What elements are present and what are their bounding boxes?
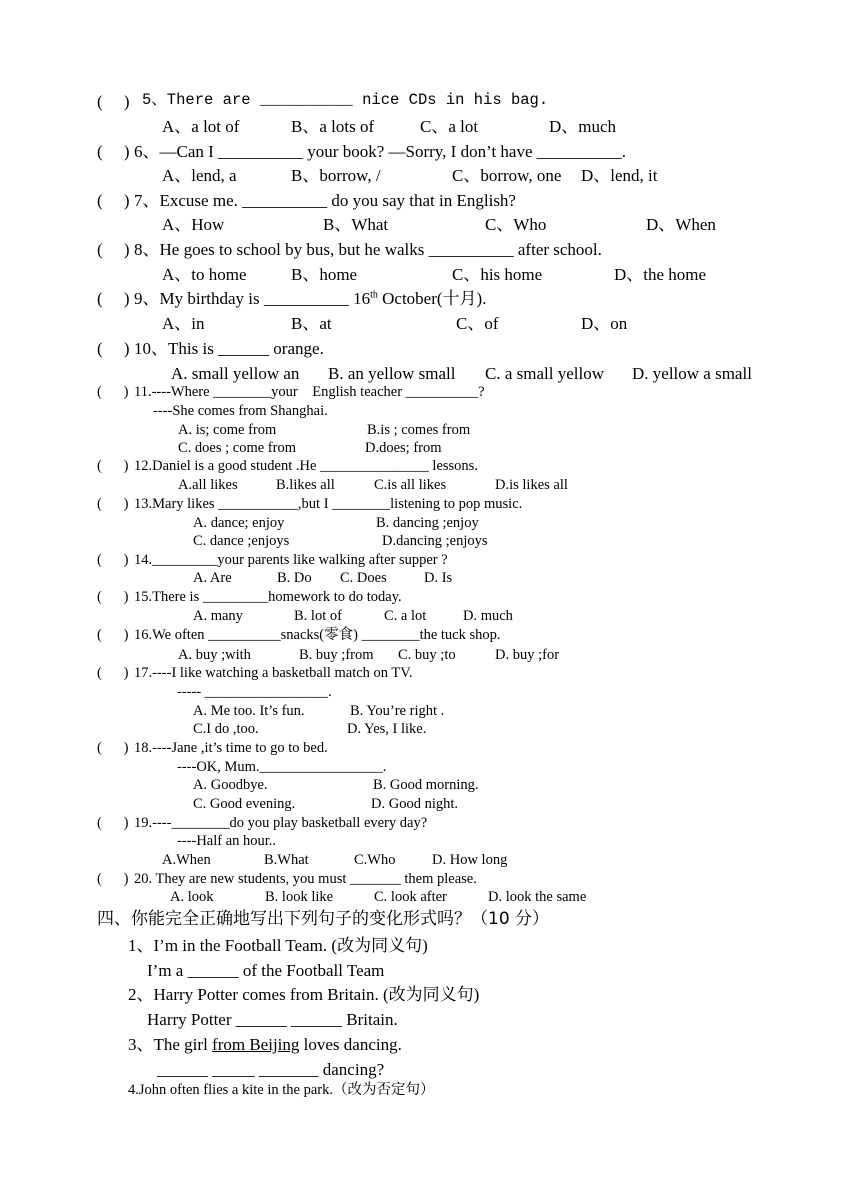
q13-stem: 13.Mary likes ___________,but I ________listening to pop music. <box>134 496 523 512</box>
q9-paren: ( ) <box>97 289 130 308</box>
q5-stem: 5、There are __________ nice CDs in his bag. <box>142 91 549 109</box>
q19-option-c: C.Who <box>354 852 396 868</box>
q10-option-a: A. small yellow an <box>171 364 300 383</box>
section-4-answer-1: I’m a ______ of the Football Team <box>147 961 385 980</box>
section-4-sentence-3: 3、The girl from Beijing loves dancing. <box>128 1035 402 1054</box>
q10-option-b: B. an yellow small <box>328 364 456 383</box>
q17-stem: 17.----I like watching a basketball match on TV. <box>134 665 413 681</box>
q18-option-d: D. Good night. <box>371 796 458 812</box>
q17-option-b: B. You’re right . <box>350 703 445 719</box>
q16-option-c: C. buy ;to <box>398 647 456 663</box>
q7-option-d: D、When <box>646 215 716 234</box>
q14-option-b: B. Do <box>277 570 312 586</box>
q19-option-d: D. How long <box>432 852 508 868</box>
q9-option-a: A、in <box>162 314 205 333</box>
q5-option-b: B、a lots of <box>291 117 375 136</box>
q20-option-d: D. look the same <box>488 889 587 905</box>
q18-reply: ----OK, Mum._________________. <box>177 759 387 775</box>
q6-stem: 6、—Can I __________ your book? —Sorry, I don’t have __________. <box>134 142 627 161</box>
q12-option-a: A.all likes <box>178 477 238 493</box>
q11-option-c: C. does ; come from <box>178 440 296 456</box>
q7-option-a: A、How <box>162 215 225 234</box>
q12-option-b: B.likes all <box>276 477 335 493</box>
q8-option-a: A、to home <box>162 265 247 284</box>
q17-option-c: C.I do ,too. <box>193 721 259 737</box>
q11-option-b: B.is ; comes from <box>367 422 471 438</box>
q18-option-a: A. Goodbye. <box>193 777 268 793</box>
q13-option-c: C. dance ;enjoys <box>193 533 290 549</box>
q10-paren: ( ) <box>97 339 130 358</box>
q12-option-d: D.is likes all <box>495 477 568 493</box>
q14-stem: 14._________your parents like walking after supper ? <box>134 552 448 568</box>
q8-paren: ( ) <box>97 240 130 259</box>
q10-option-d: D. yellow a small <box>632 364 752 383</box>
q7-stem: 7、Excuse me. __________ do you say that in English? <box>134 191 516 210</box>
q6-option-c: C、borrow, one <box>452 166 562 185</box>
q14-option-c: C. Does <box>340 570 387 586</box>
section-4-sentence-2: 2、Harry Potter comes from Britain. (改为同义句) <box>128 985 480 1004</box>
q12-option-c: C.is all likes <box>374 477 447 493</box>
q20-paren: ( ) <box>97 871 129 887</box>
q11-stem: 11.----Where ________your English teacher __________? <box>134 384 485 400</box>
q15-option-a: A. many <box>193 608 243 624</box>
q5-option-c: C、a lot <box>420 117 479 136</box>
q14-option-d: D. Is <box>424 570 453 586</box>
q9-stem: 9、My birthday is __________ 16th October(十月). <box>134 289 487 308</box>
q13-option-d: D.dancing ;enjoys <box>382 533 488 549</box>
q18-option-c: C. Good evening. <box>193 796 296 812</box>
q9-option-c: C、of <box>456 314 499 333</box>
q6-option-a: A、lend, a <box>162 166 237 185</box>
q11-option-d: D.does; from <box>365 440 442 456</box>
q18-option-b: B. Good morning. <box>373 777 479 793</box>
q7-option-b: B、What <box>323 215 389 234</box>
q20-option-a: A. look <box>170 889 214 905</box>
q8-option-c: C、his home <box>452 265 543 284</box>
section-4-answer-2: Harry Potter ______ ______ Britain. <box>147 1010 398 1029</box>
q15-option-b: B. lot of <box>294 608 342 624</box>
q6-paren: ( ) <box>97 142 130 161</box>
q14-paren: ( ) <box>97 552 129 568</box>
q15-option-d: D. much <box>463 608 513 624</box>
q19-paren: ( ) <box>97 815 129 831</box>
q15-paren: ( ) <box>97 589 129 605</box>
q11-reply: ----She comes from Shanghai. <box>153 403 328 419</box>
q10-stem: 10、This is ______ orange. <box>134 339 324 358</box>
q17-reply: ----- _________________. <box>177 684 332 700</box>
q8-stem: 8、He goes to school by bus, but he walks __________ after school. <box>134 240 602 259</box>
q13-paren: ( ) <box>97 496 129 512</box>
q12-stem: 12.Daniel is a good student .He _______________ lessons. <box>134 458 478 474</box>
q9-option-d: D、on <box>581 314 628 333</box>
q13-option-b: B. dancing ;enjoy <box>376 515 479 531</box>
q7-option-c: C、Who <box>485 215 547 234</box>
q15-stem: 15.There is _________homework to do today. <box>134 589 402 605</box>
q19-option-a: A.When <box>162 852 211 868</box>
section-4-answer-3: ______ _____ _______ dancing? <box>157 1060 385 1079</box>
section-4-title: 四、你能完全正确地写出下列句子的变化形式吗？（10 分） <box>97 909 550 929</box>
q16-option-a: A. buy ;with <box>178 647 251 663</box>
section-4-sentence-4: 4.John often flies a kite in the park.（改为否定句） <box>128 1082 435 1098</box>
q16-option-b: B. buy ;from <box>299 647 374 663</box>
q17-option-d: D. Yes, I like. <box>347 721 427 737</box>
q16-stem: 16.We often __________snacks(零食) ________the tuck shop. <box>134 627 501 643</box>
q6-option-b: B、borrow, / <box>291 166 381 185</box>
q20-option-c: C. look after <box>374 889 447 905</box>
q8-option-b: B、home <box>291 265 358 284</box>
q18-paren: ( ) <box>97 740 129 756</box>
q19-reply: ----Half an hour.. <box>177 833 277 849</box>
q6-option-d: D、lend, it <box>581 166 658 185</box>
q16-paren: ( ) <box>97 627 129 643</box>
q19-option-b: B.What <box>264 852 309 868</box>
q17-paren: ( ) <box>97 665 129 681</box>
q7-paren: ( ) <box>97 191 130 210</box>
q11-paren: ( ) <box>97 384 129 400</box>
section-4-sentence-1: 1、I’m in the Football Team. (改为同义句) <box>128 936 428 955</box>
q9-option-b: B、at <box>291 314 332 333</box>
q5-paren: ( ) <box>97 92 130 111</box>
q12-paren: ( ) <box>97 458 129 474</box>
q10-option-c: C. a small yellow <box>485 364 604 383</box>
q18-stem: 18.----Jane ,it’s time to go to bed. <box>134 740 328 756</box>
q14-option-a: A. Are <box>193 570 232 586</box>
q8-option-d: D、the home <box>614 265 707 284</box>
q11-option-a: A. is; come from <box>178 422 277 438</box>
q17-option-a: A. Me too. It’s fun. <box>193 703 305 719</box>
q13-option-a: A. dance; enjoy <box>193 515 285 531</box>
q5-option-a: A、a lot of <box>162 117 240 136</box>
q19-stem: 19.----________do you play basketball every day? <box>134 815 428 831</box>
q20-stem: 20. They are new students, you must _______ them please. <box>134 871 477 887</box>
q16-option-d: D. buy ;for <box>495 647 560 663</box>
q5-option-d: D、much <box>549 117 617 136</box>
q15-option-c: C. a lot <box>384 608 427 624</box>
q20-option-b: B. look like <box>265 889 334 905</box>
